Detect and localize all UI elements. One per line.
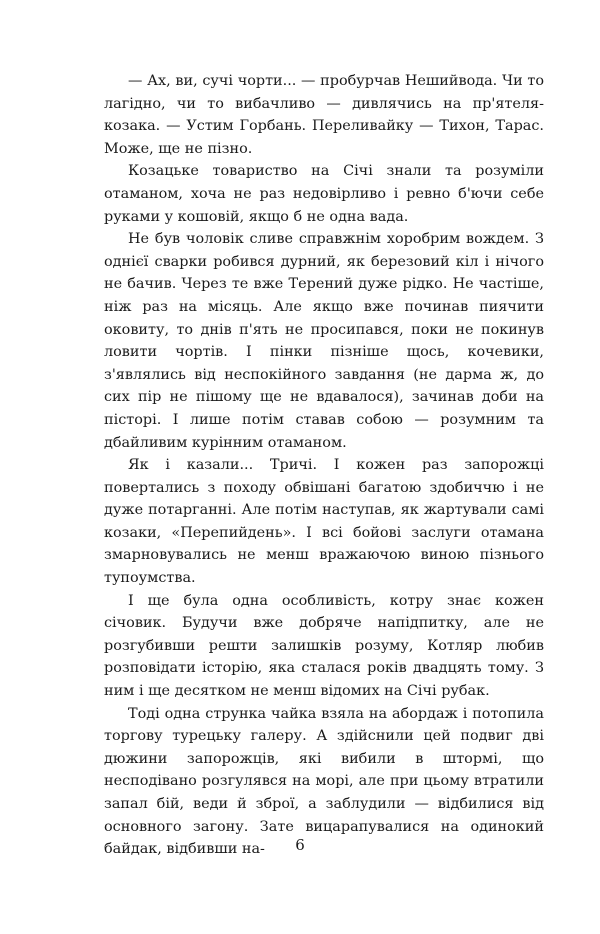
paragraph: Козацьке товариство на Січі знали та розуміли отаманом, хоча не раз недовірливо і ревно б'ючи себе руками у кошовій, якщо б не одна вада.: [104, 163, 544, 225]
paragraph: Як і казали... Тричі. І кожен раз запорожці повертались з походу обвішані багатою здобиччю і не дуже потарганні. Але потім наступав, як жартували самі козаки, «Перепийдень». І всі бойові заслуги отамана змарновувались не менш вражаючою виною пізнього тупоумства.: [104, 457, 544, 587]
page-text: [104, 70, 544, 861]
paragraph: — Ах, ви, сучі чорти... — пробурчав Нешийвода. Чи то лагідно, чи то вибачливо — дивлячись на пр'ятеля-козака. — Устим Горбань. Переливайку — Тихон, Тарас. Може, ще не пізно.: [104, 73, 544, 157]
paragraph: Тоді одна струнка чайка взяла на абордаж і потопила торгову турецьку галеру. А здійснили цей подвиг дві дюжини запорожців, які вибили в штормі, що несподівано розгулявся на морі, але при цьому втратили запал бій, веди й зброї, а заблудили — відбилися від основного загону. Зате вицарапувалися на одинокий байдак, відбивши на-: [104, 705, 544, 858]
paragraph: І ще була одна особливість, котру знає кожен січовик. Будучи вже добряче напідпитку, але не розгубивши решти залишків розуму, Котляр любив розповідати історію, яка сталася років двадцять тому. З ним і ще десятком не менш відомих на Січі рубак.: [104, 592, 544, 700]
paragraph: Не був чоловік сливе справжнім хоробрим вождем. З однієї сварки робився дурний, як березовий кіл і нічого не бачив. Через те вже Терений дуже рідко. Не частіше, ніж раз на місяць. Але якщо вже починав пиячити оковиту, то днів п'ять не просипався, поки не покинув ловити чортів. І пінки пізніше щось, кочевики, з'являлись від неспокійного завдання (не дарма ж, до сих пір не пішому ще не вдавалося), зачинав доби на пісторі. І лише потім ставав собою — розумним та дбайливим курінним отаманом.: [104, 231, 544, 451]
page-number: 6: [295, 836, 305, 854]
